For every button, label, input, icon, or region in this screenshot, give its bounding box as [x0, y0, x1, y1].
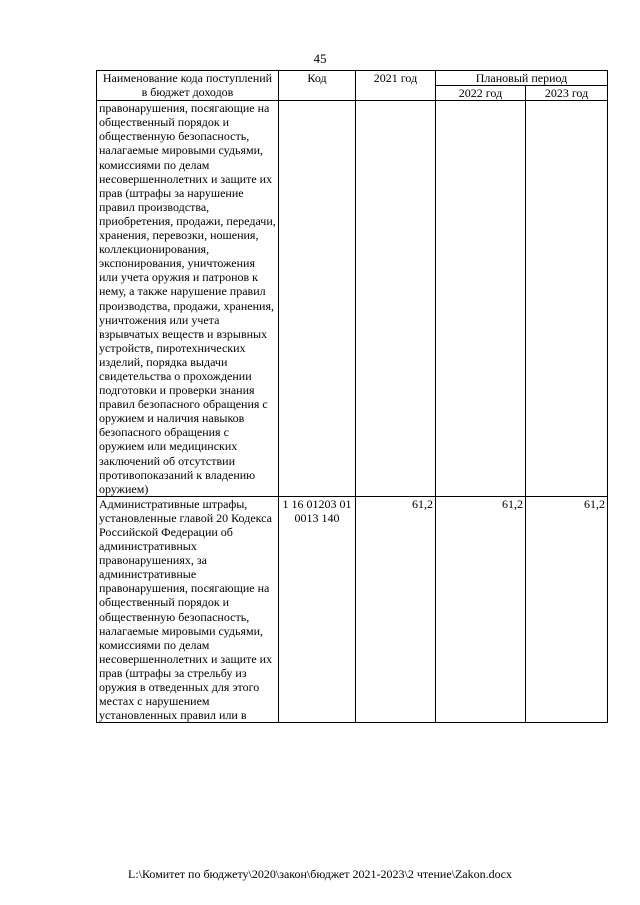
table-header-row: [97, 71, 608, 86]
row-2023-cell: [526, 101, 608, 497]
header-code: Код: [279, 71, 356, 101]
header-planned-period: Плановый период: [436, 71, 608, 86]
row-code-cell: [279, 101, 356, 497]
row-2022-cell: [436, 101, 526, 497]
table-row: [97, 496, 608, 723]
header-2023: 2023 год: [526, 86, 608, 101]
file-path-footer: L:\Комитет по бюджету\2020\закон\бюджет 2021-2023\2 чтение\Zakon.docx: [128, 867, 512, 881]
row-2023-cell: 61,2: [526, 496, 608, 723]
header-name: Наименование кода поступлений в бюджет доходов: [97, 71, 279, 101]
row-name-cell: правонарушения, посягающие на общественный порядок и общественную безопасность, налагаемые мировыми судьями, комиссиями по делам несовершеннолетних и защите их прав (штрафы за нарушение правил производства, приобретения, продажи, передачи, хранения, перевозки, ношения, коллекционирования, экспонирования, уничтожения или учета оружия и патронов к нему, а также нарушение правил производства, продажи, хранения, уничтожения или учета взрывчатых веществ и взрывных устройств, пиротехнических изделий, порядка выдачи свидетельства о прохождении подготовки и проверки знания правил безопасного обращения с оружием и наличия навыков безопасного обращения с оружием или медицинских заключений об отсутствии противопоказаний к владению оружием): [97, 101, 279, 497]
header-2022: 2022 год: [436, 86, 526, 101]
header-2021: 2021 год: [356, 71, 436, 101]
row-name-cell: Административные штрафы, установленные главой 20 Кодекса Российской Федерации об административных правонарушениях, за административные правонарушения, посягающие на общественный порядок и общественную безопасность, налагаемые мировыми судьями, комиссиями по делам несовершеннолетних и защите их прав (штрафы за стрельбу из оружия в отведенных для этого местах с нарушением установленных правил или в: [97, 496, 279, 723]
row-code-cell: 1 16 01203 01 0013 140: [279, 496, 356, 723]
row-2021-cell: 61,2: [356, 496, 436, 723]
table-row: [97, 101, 608, 497]
row-2022-cell: 61,2: [436, 496, 526, 723]
page-number: 45: [313, 51, 327, 66]
row-2021-cell: [356, 101, 436, 497]
budget-revenue-table: [96, 70, 608, 723]
